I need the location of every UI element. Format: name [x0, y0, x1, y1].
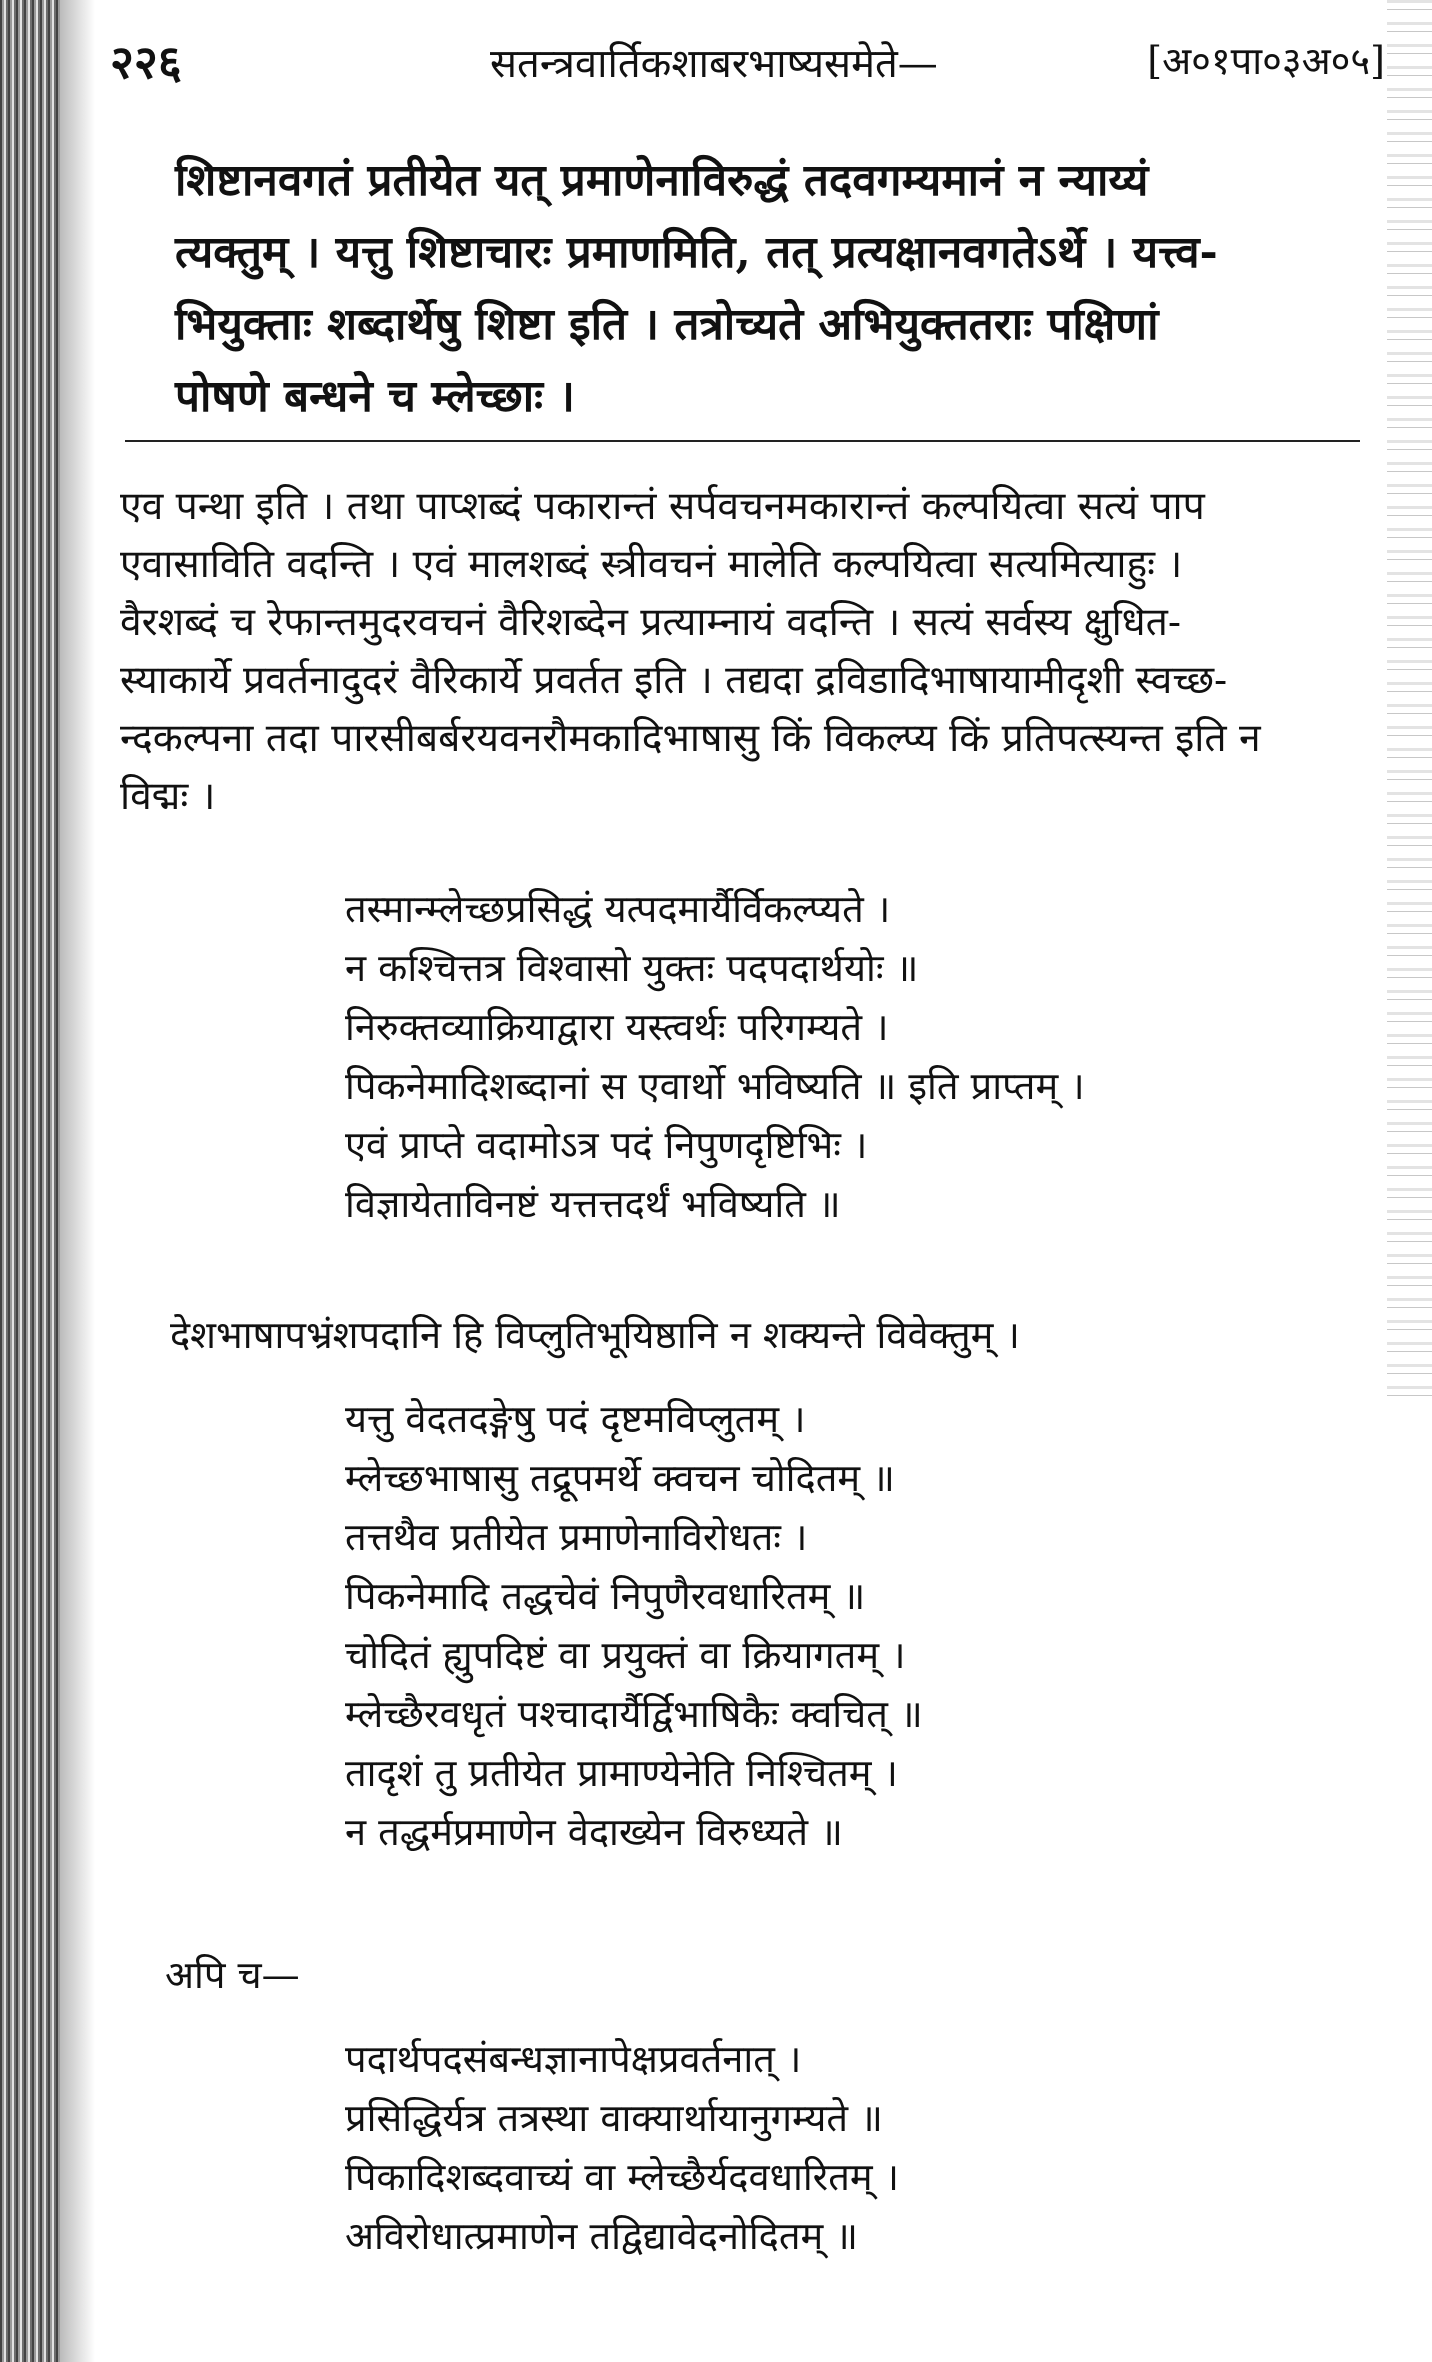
verse-line: पदार्थपदसंबन्धज्ञानापेक्षप्रवर्तनात् ।	[345, 2037, 802, 2081]
verse-block-2	[345, 1390, 923, 1862]
verse-line: यत्तु वेदतदङ्गेषु पदं दृष्टमविप्लुतम् ।	[345, 1397, 806, 1441]
book-binding-edge	[0, 0, 60, 2362]
quote-line: पोषणे बन्धने च म्लेच्छाः ।	[175, 371, 575, 422]
prose-line: न्दकल्पना तदा पारसीबर्बरयवनरौमकादिभाषासु किं विकल्प्य किं प्रतिपत्स्यन्त इति न	[120, 716, 1261, 761]
verse-line: प्रसिद्धिर्यत्र तत्रस्था वाक्यार्थायानुगम्यते ॥	[345, 2096, 883, 2140]
bhashya-quote-block	[175, 145, 1360, 433]
page-header	[110, 30, 1385, 100]
verse-block-1	[345, 880, 1085, 1234]
verse-line: चोदितं ह्युपदिष्टं वा प्रयुक्तं वा क्रियागतम् ।	[345, 1633, 906, 1677]
prose-line: वैरशब्दं च रेफान्तमुदरवचनं वैरिशब्देन प्रत्याम्नायं वदन्ति । सत्यं सर्वस्य क्षुधित-	[120, 600, 1182, 645]
section-reference: [अ०१पा०३अ०५]	[1147, 39, 1385, 83]
verse-line: तादृशं तु प्रतीयेत प्रामाण्येनेति निश्चितम् ।	[345, 1751, 898, 1795]
verse-line: म्लेच्छभाषासु तद्रूपमर्थे क्वचन चोदितम् ॥	[345, 1456, 895, 1500]
prose-line: विद्मः ।	[120, 774, 216, 819]
section-divider	[125, 440, 1360, 442]
verse-line: म्लेच्छैरवधृतं पश्चादार्यैर्द्विभाषिकैः क्वचित् ॥	[345, 1692, 923, 1736]
api-ca-heading: अपि च—	[165, 1953, 300, 1997]
running-title: सतन्त्रवार्तिकशाबरभाष्यसमेते—	[490, 41, 938, 87]
verse-block-3	[345, 2030, 899, 2266]
binding-shadow	[60, 0, 95, 2362]
verse-line: अविरोधात्प्रमाणेन तद्विद्यावेदनोदितम् ॥	[345, 2214, 859, 2258]
verse-line: पिकादिशब्दवाच्यं वा म्लेच्छैर्यदवधारितम् ।	[345, 2155, 900, 2199]
verse-line: एवं प्राप्ते वदामोऽत्र पदं निपुणदृष्टिभिः ।	[345, 1123, 868, 1167]
verse-line: पिकनेमादि तद्धचेवं निपुणैरवधारितम् ॥	[345, 1574, 866, 1618]
verse-line: निरुक्तव्याक्रियाद्वारा यस्त्वर्थः परिगम्यते ।	[345, 1005, 889, 1049]
quote-line: भियुक्ताः शब्दार्थेषु शिष्टा इति । तत्रोच्यते अभियुक्ततराः पक्षिणां	[175, 299, 1159, 350]
prose-line: एवासाविति वदन्ति । एवं मालशब्दं स्त्रीवचनं मालेति कल्पयित्वा सत्यमित्याहुः ।	[120, 542, 1183, 587]
page-number: २२६	[110, 35, 182, 89]
verse-line: तत्तथैव प्रतीयेत प्रमाणेनाविरोधतः ।	[345, 1515, 808, 1559]
page-edge-noise	[1387, 0, 1432, 1400]
prose-line: एव पन्था इति । तथा पाप्शब्दं पकारान्तं सर्पवचनमकारान्तं कल्पयित्वा सत्यं पाप	[120, 484, 1205, 529]
verse-line: पिकनेमादिशब्दानां स एवार्थो भविष्यति ॥ इति प्राप्तम् ।	[345, 1064, 1085, 1108]
prose-line: स्याकार्ये प्रवर्तनादुदरं वैरिकार्ये प्रवर्तत इति । तद्यदा द्रविडादिभाषायामीदृशी स्वच्छ-	[120, 658, 1228, 703]
verse-line: न तद्धर्मप्रमाणेन वेदाख्येन विरुध्यते ॥	[345, 1810, 843, 1854]
verse-line: विज्ञायेताविनष्टं यत्तत्तदर्थं भविष्यति ॥	[345, 1182, 841, 1226]
quote-line: त्यक्तुम् । यत्तु शिष्टाचारः प्रमाणमिति, तत् प्रत्यक्षानवगतेऽर्थे । यत्त्व-	[175, 227, 1218, 278]
commentary-prose	[120, 478, 1370, 826]
prose-line-deshabhasha: देशभाषापभ्रंशपदानि हि विप्लुतिभूयिष्ठानि न शक्यन्ते विवेक्तुम् ।	[170, 1313, 1020, 1357]
quote-line: शिष्टानवगतं प्रतीयेत यत् प्रमाणेनाविरुद्धं तदवगम्यमानं न न्याय्यं	[175, 155, 1149, 206]
verse-line: न कश्चित्तत्र विश्वासो युक्तः पदपदार्थयोः ॥	[345, 946, 919, 990]
verse-line: तस्मान्म्लेच्छप्रसिद्धं यत्पदमार्यैर्विकल्प्यते ।	[345, 887, 891, 931]
